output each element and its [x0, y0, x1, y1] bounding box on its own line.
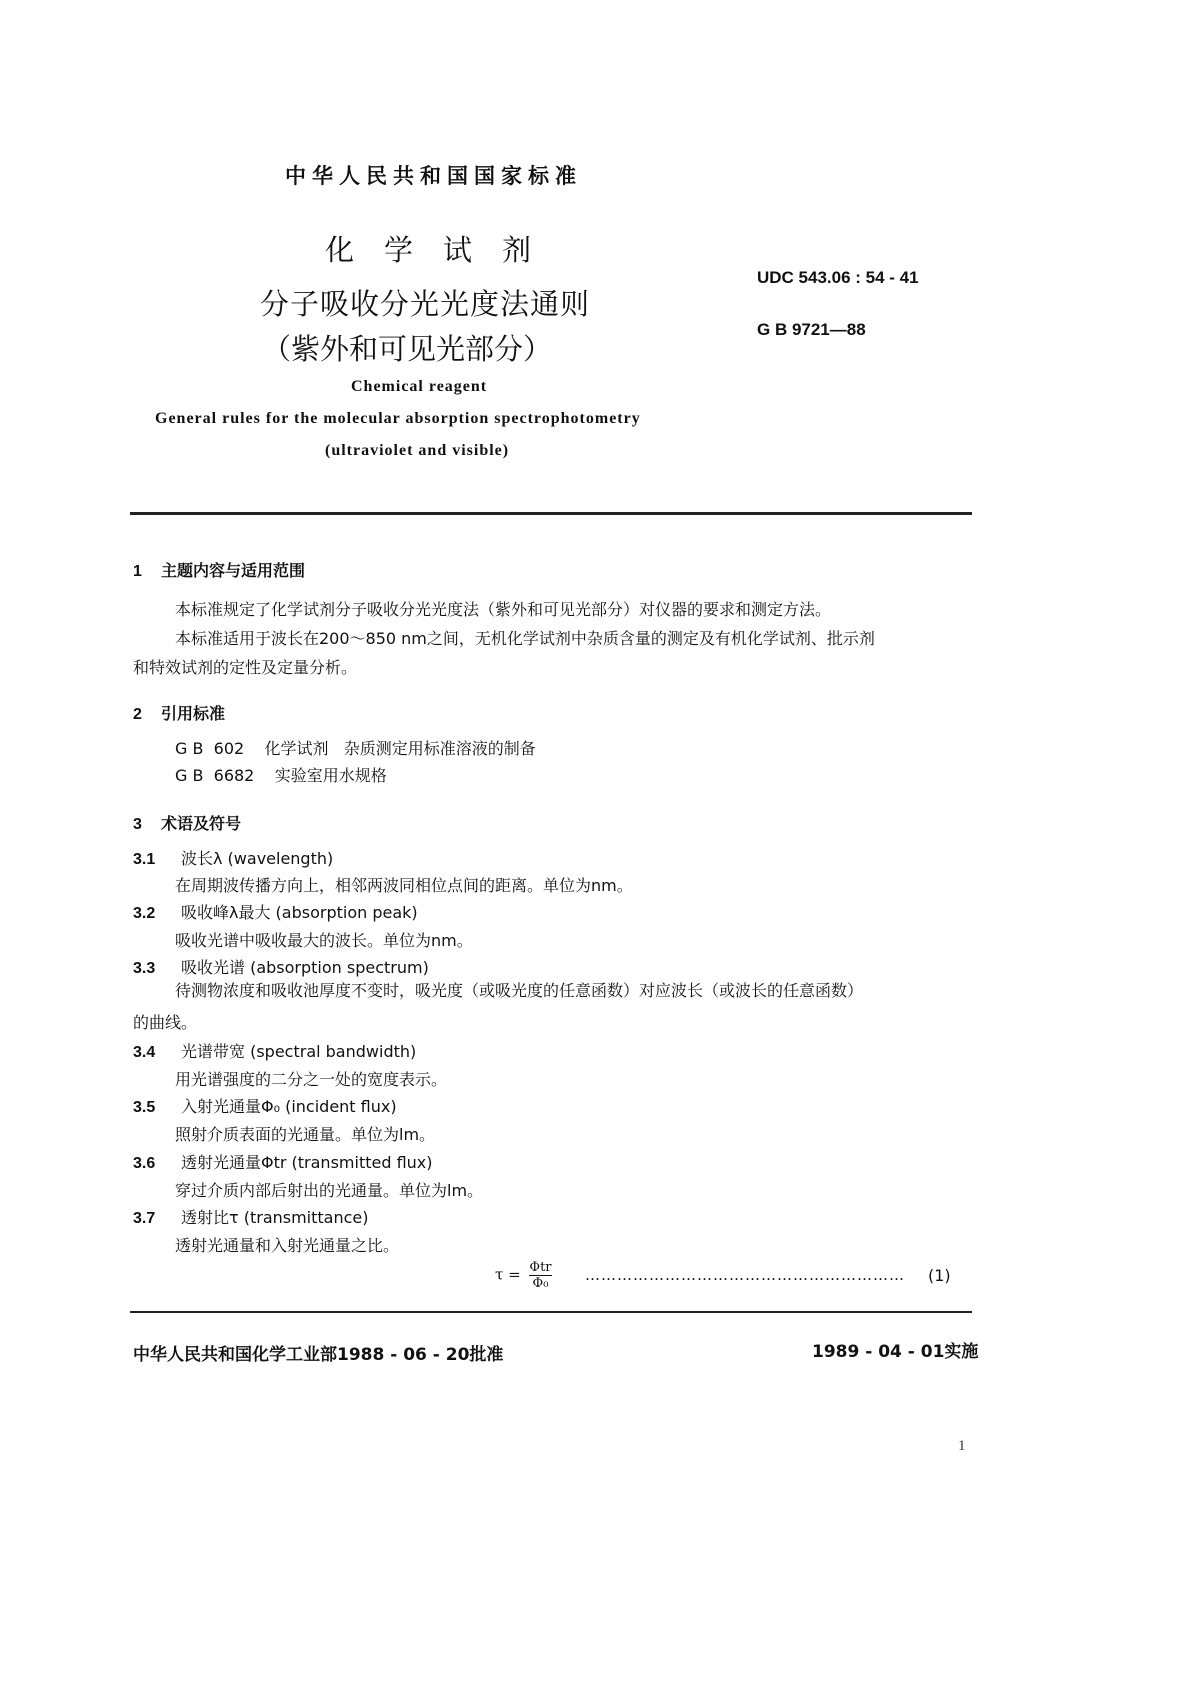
section-number: 1 — [133, 563, 142, 580]
title-line-1: 化学试剂 — [325, 233, 562, 267]
term-name: 吸收峰λ最大 (absorption peak) — [181, 903, 418, 922]
term-number: 3.6 — [133, 1155, 156, 1172]
formula-1 — [495, 1260, 556, 1291]
term-definition: 在周期波传播方向上，相邻两波同相位点间的距离。单位为nm。 — [175, 876, 633, 895]
term-number: 3.1 — [133, 851, 156, 868]
footer-divider — [130, 1311, 972, 1313]
title-line-3: （紫外和可见光部分） — [262, 332, 553, 366]
paragraph: 和特效试剂的定性及定量分析。 — [133, 658, 358, 677]
term-number: 3.5 — [133, 1099, 156, 1116]
term-definition: 透射光通量和入射光通量之比。 — [175, 1236, 400, 1255]
section-2-heading — [133, 701, 225, 724]
term-name: 光谱带宽 (spectral bandwidth) — [181, 1042, 417, 1061]
term-definition: 待测物浓度和吸收池厚度不变时，吸光度（或吸光度的任意函数）对应波长（或波长的任意函数） — [175, 981, 864, 1000]
reference: G B 602 化学试剂 杂质测定用标准溶液的制备 — [175, 739, 536, 758]
section-number: 2 — [133, 706, 142, 723]
section-number: 3 — [133, 816, 142, 833]
term-number: 3.7 — [133, 1210, 156, 1227]
paragraph: 本标准适用于波长在200～850 nm之间，无机化学试剂中杂质含量的测定及有机化学试剂、批示剂 — [175, 629, 875, 648]
term-number: 3.2 — [133, 905, 156, 922]
formula-lhs: τ = — [495, 1265, 521, 1284]
english-title-3: (ultraviolet and visible) — [325, 442, 510, 459]
section-title: 引用标准 — [161, 704, 226, 723]
term-name: 透射光通量Φtr (transmitted flux) — [181, 1153, 433, 1172]
effective-date: 1989 - 04 - 01实施 — [812, 1342, 979, 1362]
term-definition: 吸收光谱中吸收最大的波长。单位为nm。 — [175, 931, 473, 950]
reference: G B 6682 实验室用水规格 — [175, 766, 387, 785]
english-title-2: General rules for the molecular absorption spectrophotometry — [155, 410, 641, 427]
term-definition: 的曲线。 — [133, 1013, 198, 1032]
term-3-1 — [133, 846, 333, 869]
term-name: 透射比τ (transmittance) — [181, 1208, 369, 1227]
page-number: 1 — [958, 1438, 966, 1454]
section-1-heading — [133, 558, 305, 581]
english-title-1: Chemical reagent — [351, 378, 488, 395]
term-definition: 用光谱强度的二分之一处的宽度表示。 — [175, 1070, 448, 1089]
term-3-5 — [133, 1094, 397, 1117]
paragraph: 本标准规定了化学试剂分子吸收分光光度法（紫外和可见光部分）对仪器的要求和测定方法。 — [175, 600, 832, 619]
term-3-3 — [133, 955, 429, 978]
term-3-6 — [133, 1150, 433, 1173]
numerator: Φtr — [529, 1260, 552, 1275]
standard-type-header: 中华人民共和国国家标准 — [285, 164, 582, 188]
term-name: 波长λ (wavelength) — [181, 849, 334, 868]
udc-code: UDC 543.06 : 54 - 41 — [757, 268, 919, 287]
denominator: Φ₀ — [529, 1275, 551, 1291]
term-3-7 — [133, 1205, 369, 1228]
term-definition: 照射介质表面的光通量。单位为lm。 — [175, 1125, 436, 1144]
term-number: 3.4 — [133, 1044, 156, 1061]
term-number: 3.3 — [133, 960, 156, 977]
title-line-2: 分子吸收分光光度法通则 — [260, 287, 591, 321]
term-3-4 — [133, 1039, 416, 1062]
header-divider — [130, 512, 972, 515]
approval-date: 中华人民共和国化学工业部1988 - 06 - 20批准 — [133, 1345, 504, 1365]
term-definition: 穿过介质内部后射出的光通量。单位为lm。 — [175, 1181, 484, 1200]
section-title: 术语及符号 — [161, 814, 242, 833]
gb-code: G B 9721—88 — [757, 320, 866, 339]
term-name: 吸收光谱 (absorption spectrum) — [181, 958, 429, 977]
section-title: 主题内容与适用范围 — [161, 561, 306, 580]
formula-leader-dots: …………………………………………………… — [585, 1266, 905, 1284]
term-name: 入射光通量Φ₀ (incident flux) — [181, 1097, 397, 1116]
section-3-heading — [133, 811, 241, 834]
term-3-2 — [133, 900, 418, 923]
formula-fraction — [529, 1260, 551, 1291]
equation-number: (1) — [928, 1266, 951, 1285]
